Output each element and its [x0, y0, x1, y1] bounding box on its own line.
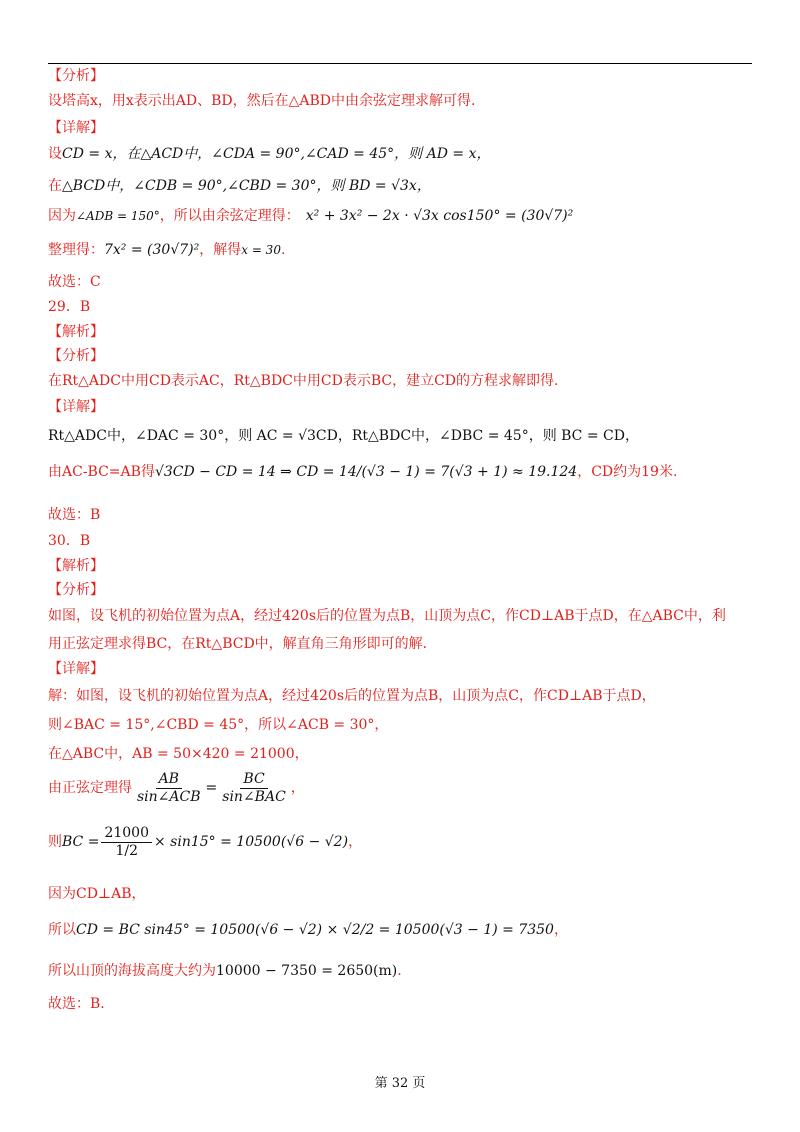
q30-label-fenxi: 【分析】 [48, 582, 104, 598]
q28-l2-math: △BCD中，∠CDB = 90°,∠CBD = 30°，则 BD = √3x， [62, 178, 431, 194]
q28-l3-text2: ，所以由余弦定理得： [159, 208, 300, 224]
q30-d4-num-2: BC [240, 771, 267, 789]
q28-l1-prefix: 设 [48, 146, 62, 162]
q30-d8-formula: 10000 − 7350 = 2650(m) [216, 963, 398, 979]
q30-d7-formula: CD = BC sin45° = 10500(√6 − √2) × √2/2 = 10500(√3 − 1) = 7350 [76, 922, 554, 938]
q29-label-jiexi: 【解析】 [48, 324, 104, 340]
section-label-analysis: 【分析】 [48, 68, 104, 84]
q30-d7-end: ， [553, 922, 568, 938]
q30-d5-text: 则 [48, 834, 62, 850]
q28-detail-line-2 [48, 176, 431, 196]
q29-number: 29．B [48, 299, 91, 315]
q30-d4-den-1: sin∠ACB [137, 788, 201, 805]
q28-detail-line-3 [48, 206, 573, 226]
q30-d5-fraction [101, 825, 152, 860]
q30-detail-4: 由正弦定理得 $\frac{AB}{\text{sin∠ACB}}$ = $\frac{BC}{\text{sin∠BAC}}$ ， [48, 770, 305, 805]
q29-l2-formula: √3CD − CD = 14 ⇒ CD = 14/(√3 − 1) = 7(√3 + 1) ≈ 19.124 [154, 464, 578, 480]
q30-detail-2: 则∠BAC = 15°,∠CBD = 45°，所以∠ACB = 30°， [48, 717, 389, 733]
q29-label-fenxi: 【分析】 [48, 348, 104, 364]
q28-l3-formula: x² + 3x² − 2x · √3x cos150° = (30√7)² [305, 208, 574, 224]
q28-l4-formula: 7x² = (30√7)² [104, 242, 200, 258]
q28-answer: 故选：C [48, 274, 101, 290]
q30-detail-5 [48, 822, 362, 862]
q30-number: 30．B [48, 533, 91, 549]
q30-answer: 故选：B. [48, 996, 105, 1012]
q30-d4-den-2: sin∠BAC [222, 788, 286, 805]
q29-l2-end: ，CD约为19米. [577, 464, 678, 480]
q29-analysis: 在Rt△ADC中用CD表示AC，Rt△BDC中用CD表示BC，建立CD的方程求解即得. [48, 373, 559, 389]
q28-detail-line-1 [48, 144, 490, 164]
q30-detail-6: 因为CD⊥AB， [48, 886, 146, 902]
q29-l2-text: 由AC-BC=AB得 [48, 464, 155, 480]
q30-d4-fraction-2 [219, 771, 289, 806]
q28-l4-result: x = 30 [241, 243, 281, 257]
q28-detail-line-4 [48, 240, 285, 260]
q30-d5-rhs: × sin15° = 10500(√6 − √2) [154, 834, 349, 850]
q30-d8-text: 所以山顶的海拔高度大约为 [48, 963, 216, 979]
q30-d5-lhs: BC = [62, 834, 100, 850]
page-number: 第 32 页 [374, 1076, 426, 1091]
q29-detail-line-1: Rt△ADC中，∠DAC = 30°，则 AC = √3CD，Rt△BDC中，∠DBC = 45°，则 BC = CD， [48, 428, 639, 444]
q28-analysis: 设塔高x，用x表示出AD、BD，然后在△ABD中由余弦定理求解可得. [48, 93, 476, 109]
q30-analysis-2: 用正弦定理求得BC，在Rt△BCD中，解直角三角形即可的解. [48, 636, 428, 652]
q30-d4-fraction-1 [134, 771, 204, 806]
q30-d4-num-1: AB [156, 771, 182, 789]
q28-l2-prefix: 在 [48, 178, 62, 194]
q28-l4-text: 整理得： [48, 242, 104, 258]
q30-detail-1: 解：如图，设飞机的初始位置为点A，经过420s后的位置为点B，山顶为点C，作CD⊥AB于点D， [48, 688, 656, 704]
q28-l3-angle: ∠ADB = 150° [76, 209, 160, 223]
section-label-detail: 【详解】 [48, 120, 104, 136]
q30-detail-3: 在△ABC中，AB = 50×420 = 21000， [48, 746, 309, 762]
q30-d7-text: 所以 [48, 922, 76, 938]
q30-d5-end: ， [348, 834, 363, 850]
q30-analysis-1: 如图，设飞机的初始位置为点A，经过420s后的位置为点B，山顶为点C，作CD⊥AB于点D，在△ABC中，利 [48, 608, 726, 624]
q30-d8-end: . [397, 963, 402, 979]
q28-l1-math: CD = x，在△ACD中，∠CDA = 90°,∠CAD = 45°，则 AD = x， [62, 146, 491, 162]
q30-detail-7 [48, 920, 568, 940]
q30-d5-num: 21000 [101, 825, 152, 843]
q28-l3-text: 因为 [48, 208, 76, 224]
q30-d4-text: 由正弦定理得 [48, 780, 132, 796]
q29-answer: 故选：B [48, 507, 101, 523]
q30-d4-end: ， [290, 780, 305, 796]
header-rule [48, 63, 752, 64]
q30-detail-8 [48, 961, 402, 981]
q29-detail-line-2 [48, 462, 677, 482]
q29-label-xiangjie: 【详解】 [48, 399, 104, 415]
q30-label-jiexi: 【解析】 [48, 558, 104, 574]
q28-l4-text2: ，解得 [199, 242, 242, 258]
q30-label-xiangjie: 【详解】 [48, 661, 104, 677]
q30-d5-den: 1/2 [115, 842, 138, 859]
q28-l4-end: . [280, 242, 286, 258]
